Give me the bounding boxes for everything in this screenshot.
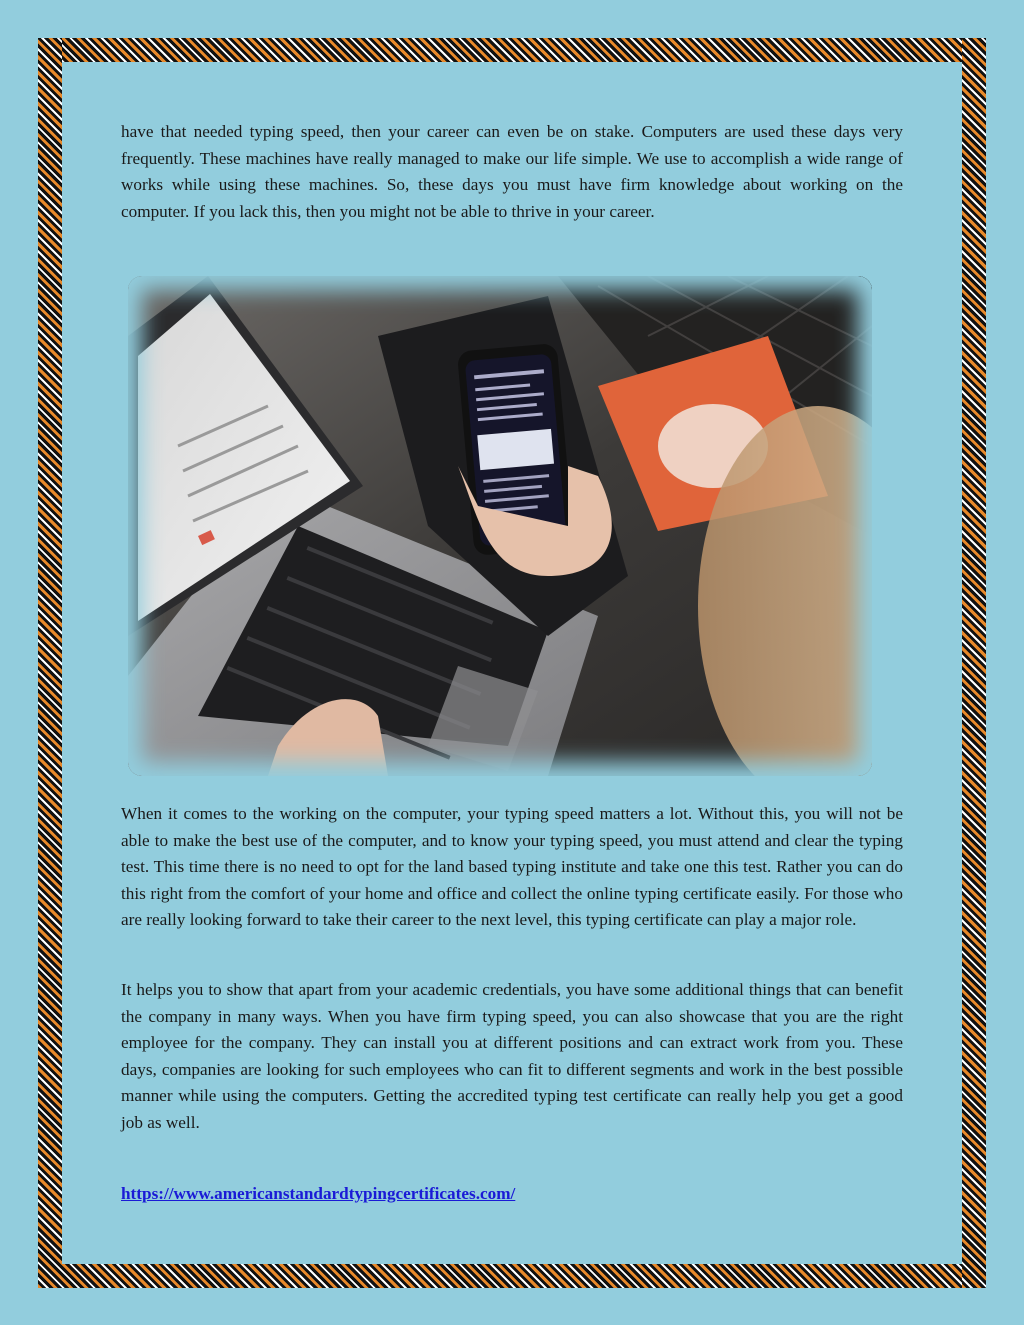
paragraph-typing-speed-text: When it comes to the working on the computer, your typing speed matters a lot. Without this, you will not be able to make the best use of the computer, and to know your typing speed, you must attend and clear the typing test. This time there is no need to opt for the land based typing institute and take one this test. Rather you can do this right from the comfort of your home and office and collect the online typing certificate easily. For those who are really looking forward to take their career to the next level, this typing certificate can play a major role. (121, 804, 903, 929)
photo-laptop-phone (128, 276, 872, 776)
paragraph-typing-speed (121, 801, 903, 934)
paragraph-benefits-text: It helps you to show that apart from your academic credentials, you have some additional things that can benefit the company in many ways. When you have firm typing speed, you can also showcase that you are the right employee for the company. They can install you at different positions and can extract work from you. These days, companies are looking for such employees who can fit to different segments and work in the best possible manner while using the computers. Getting the accredited typing test certificate can really help you get a good job as well. (121, 980, 903, 1132)
website-link[interactable]: https://www.americanstandardtypingcertificates.com/ (121, 1184, 516, 1203)
border-left (38, 38, 62, 1288)
border-right (962, 38, 986, 1288)
paragraph-intro (121, 119, 903, 225)
paragraph-benefits (121, 977, 903, 1136)
border-top (38, 38, 986, 62)
link-container (121, 1181, 903, 1208)
photo-illustration (128, 276, 872, 776)
border-bottom (38, 1264, 986, 1288)
paragraph-intro-text: have that needed typing speed, then your career can even be on stake. Computers are used these days very frequently. These machines have really managed to make our life simple. We use to accomplish a wide range of works while using these machines. So, these days you must have firm knowledge about working on the computer. If you lack this, then you might not be able to thrive in your career. (121, 122, 903, 221)
